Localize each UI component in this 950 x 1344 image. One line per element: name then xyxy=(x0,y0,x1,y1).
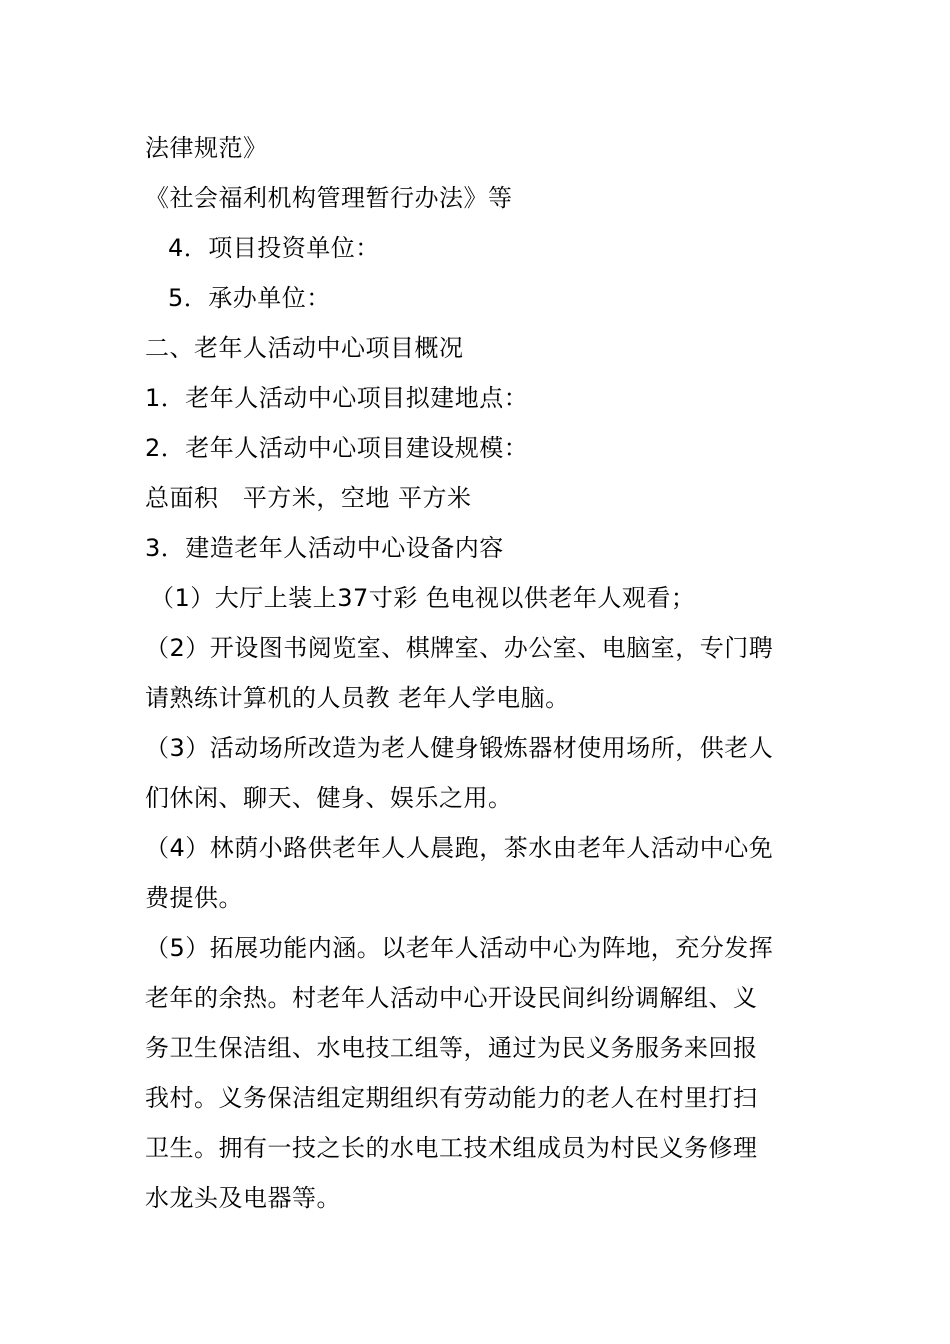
text-line: 务卫生保洁组、水电技工组等，通过为民义务服务来回报 xyxy=(145,1034,758,1062)
text-line: （4）林荫小路供老年人人晨跑，茶水由老年人活动中心免 xyxy=(145,834,774,862)
text-line: 5．承办单位： xyxy=(168,284,331,312)
text-line: 老年的余热。村老年人活动中心开设民间纠纷调解组、义 xyxy=(145,984,758,1012)
text-line: （2）开设图书阅览室、棋牌室、办公室、电脑室，专门聘 xyxy=(145,634,774,662)
section-heading: 二、老年人活动中心项目概况 xyxy=(145,334,464,362)
text-line: 法律规范》 xyxy=(145,134,268,162)
text-line: 水龙头及电器等。 xyxy=(145,1184,341,1212)
text-line: 《社会福利机构管理暂行办法》等 xyxy=(145,184,513,212)
text-line: 4．项目投资单位： xyxy=(168,234,380,262)
text-line: 我村。义务保洁组定期组织有劳动能力的老人在村里打扫 xyxy=(145,1084,758,1112)
text-line: 们休闲、聊天、健身、娱乐之用。 xyxy=(145,784,513,812)
text-line: （5）拓展功能内涵。以老年人活动中心为阵地，充分发挥 xyxy=(145,934,774,962)
text-line: （1）大厅上装上37寸彩 色电视以供老年人观看； xyxy=(150,584,696,612)
text-line: 费提供。 xyxy=(145,884,243,912)
text-line: 总面积 平方米，空地 平方米 xyxy=(145,484,472,512)
text-line: 3．建造老年人活动中心设备内容 xyxy=(145,534,504,562)
text-line: 1．老年人活动中心项目拟建地点： xyxy=(145,384,529,412)
text-line: （3）活动场所改造为老人健身锻炼器材使用场所，供老人 xyxy=(145,734,774,762)
text-line: 请熟练计算机的人员教 老年人学电脑。 xyxy=(145,684,570,712)
text-line: 卫生。拥有一技之长的水电工技术组成员为村民义务修理 xyxy=(145,1134,758,1162)
text-line: 2．老年人活动中心项目建设规模： xyxy=(145,434,529,462)
